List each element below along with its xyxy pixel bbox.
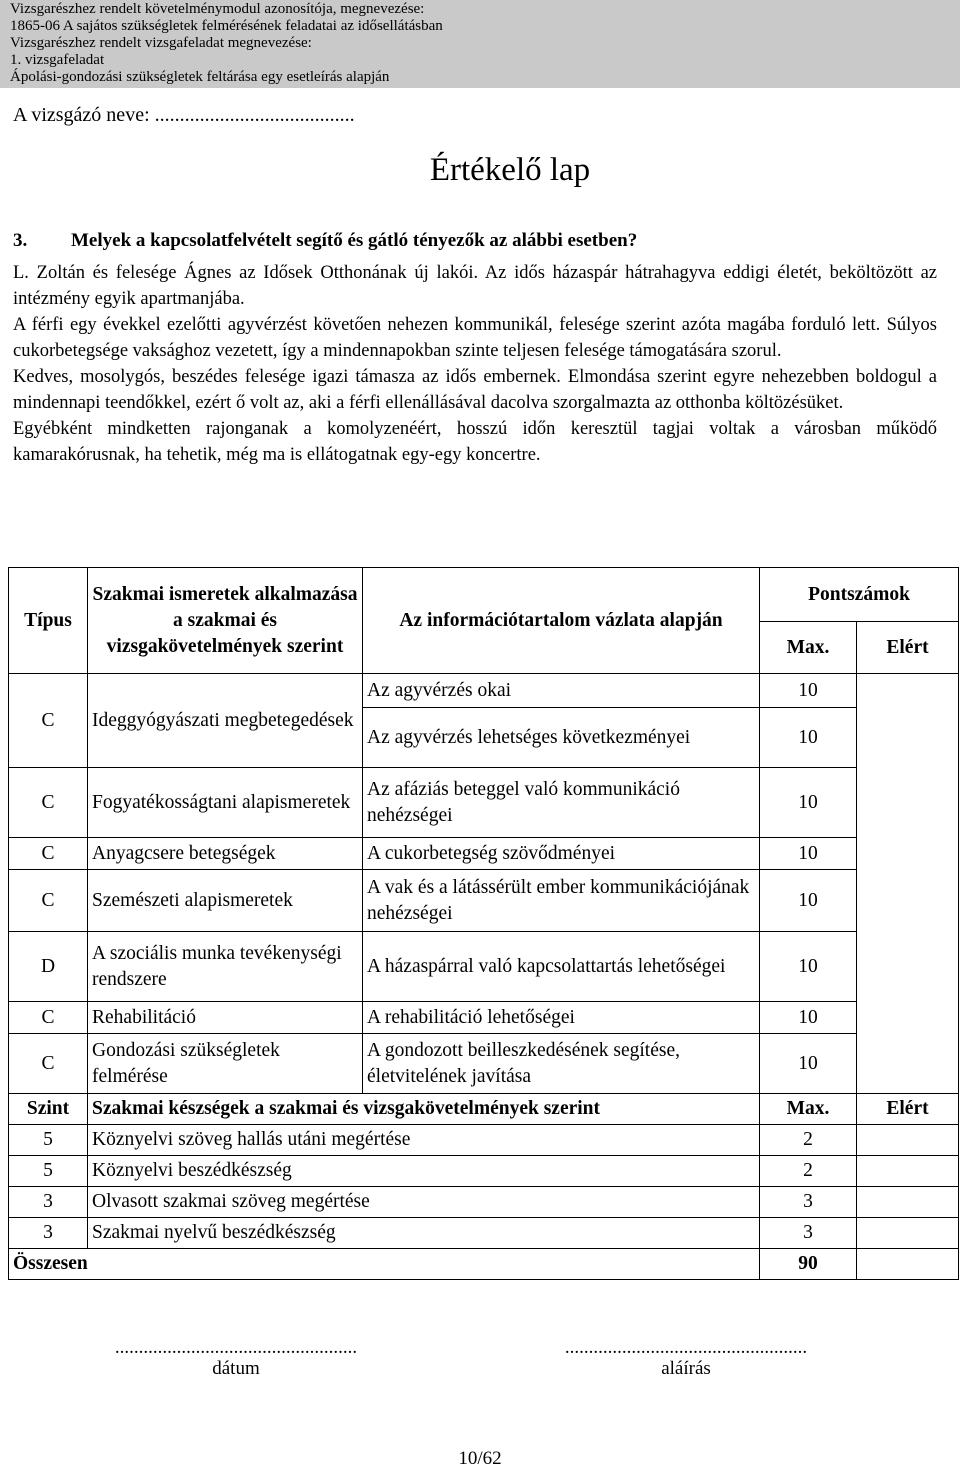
date-block <box>100 1338 372 1380</box>
signature-dots: ................................................... <box>564 1337 808 1358</box>
case-paragraph-2: A férfi egy évekkel ezelőtti agyvérzést követően nehezen kommunikál, felesége szerint azóta magába forduló lett. Súlyos cukorbetegsége vaksághoz vezetett, így a mindennapokban szinte teljesen felesége támogatására szorul. <box>13 315 937 361</box>
question-text: Melyek a kapcsolatfelvételt segítő és gátló tényezők az alábbi esetben? <box>71 230 638 251</box>
type-cell: D <box>9 932 88 1002</box>
max-cell: 10 <box>760 838 857 870</box>
page-number: 10/62 <box>458 1448 502 1469</box>
header-knowledge: Szakmai ismeretek alkalmazása a szakmai és vizsgakövetelmények szerint <box>88 568 363 674</box>
table-row <box>9 1187 959 1218</box>
header-type: Típus <box>9 568 88 674</box>
header-achieved: Elért <box>857 622 959 674</box>
achieved-cell[interactable] <box>857 932 959 1002</box>
case-paragraph-4: Egyébként mindketten rajonganak a komolyzenéért, hosszú időn keresztül tagjai voltak a városban működő kamarakórusnak, ha tehetik, még ma is ellátogatnak egy-egy koncertre. <box>13 419 937 465</box>
max-cell: 3 <box>760 1218 857 1249</box>
info-cell: A gondozott beilleszkedésének segítése, életvitelének javítása <box>363 1034 760 1094</box>
level-cell: 3 <box>9 1187 88 1218</box>
table-row <box>9 1125 959 1156</box>
max-cell: 10 <box>760 768 857 838</box>
type-cell: C <box>9 870 88 932</box>
header-line-task-number: 1. vizsgafeladat <box>10 52 105 68</box>
max-cell: 10 <box>760 932 857 1002</box>
header-skills: Szakmai készségek a szakmai és vizsgakövetelmények szerint <box>88 1094 760 1125</box>
table-row <box>9 1218 959 1249</box>
skills-header-row <box>9 1094 959 1125</box>
level-cell: 5 <box>9 1125 88 1156</box>
type-cell: C <box>9 1034 88 1094</box>
info-cell: A házaspárral való kapcsolattartás lehetőségei <box>363 932 760 1002</box>
type-cell: C <box>9 674 88 768</box>
achieved-cell[interactable] <box>857 1187 959 1218</box>
max-cell: 2 <box>760 1156 857 1187</box>
case-paragraph-3: Kedves, mosolygós, beszédes felesége igazi támasza az idős embernek. Elmondása szerint egyre nehezebben boldogul a mindennapi teendőkkel, ezért ő volt az, aki a férfi ellenállásával dacolva szorgalmazta az otthonba költözésüket. <box>13 367 937 413</box>
topic-cell: Szemészeti alapismeretek <box>88 870 363 932</box>
info-cell: Az afáziás beteggel való kommunikáció nehézségei <box>363 768 760 838</box>
table-row <box>9 1034 959 1094</box>
header-max: Max. <box>760 622 857 674</box>
achieved-cell[interactable] <box>857 674 959 708</box>
achieved-cell[interactable] <box>857 708 959 768</box>
date-dots: ................................................... <box>114 1337 358 1358</box>
page-title <box>0 152 960 189</box>
scoring-table <box>8 567 959 1280</box>
table-row <box>9 932 959 1002</box>
achieved-cell[interactable] <box>857 1125 959 1156</box>
header-line-module-name: 1865-06 A sajátos szükségletek felmérésének feladatai az idősellátásban <box>10 18 443 34</box>
table-row <box>9 1156 959 1187</box>
topic-cell: Ideggyógyászati megbetegedések <box>88 674 363 768</box>
max-cell: 2 <box>760 1125 857 1156</box>
page-title-text: Értékelő lap <box>429 152 591 188</box>
max-cell: 10 <box>760 1034 857 1094</box>
signature-label: aláírás <box>661 1358 711 1379</box>
case-paragraph-1: L. Zoltán és felesége Ágnes az Idősek Otthonának új lakói. Az idős házaspár hátrahagyva eddigi életét, beköltözött az intézmény egyik apartmanjába. <box>13 263 937 309</box>
question <box>13 230 637 252</box>
max-cell: 3 <box>760 1187 857 1218</box>
header-skills-max: Max. <box>760 1094 857 1125</box>
table-row <box>9 838 959 870</box>
header-line-task-label: Vizsgarészhez rendelt vizsgafeladat megnevezése: <box>10 35 312 51</box>
signature-block <box>550 1338 822 1380</box>
topic-cell: Gondozási szükségletek felmérése <box>88 1034 363 1094</box>
achieved-cell[interactable] <box>857 1002 959 1034</box>
topic-cell: Anyagcsere betegségek <box>88 838 363 870</box>
table-row <box>9 870 959 932</box>
table-row <box>9 1002 959 1034</box>
total-max: 90 <box>760 1249 857 1280</box>
total-row <box>9 1249 959 1280</box>
max-cell: 10 <box>760 1002 857 1034</box>
achieved-cell[interactable] <box>857 838 959 870</box>
max-cell: 10 <box>760 708 857 768</box>
table-row <box>9 768 959 838</box>
header-skills-achieved: Elért <box>857 1094 959 1125</box>
header-info: Az információtartalom vázlata alapján <box>363 568 760 674</box>
type-cell: C <box>9 768 88 838</box>
achieved-cell[interactable] <box>857 1156 959 1187</box>
skill-cell: Köznyelvi beszédkészség <box>88 1156 760 1187</box>
date-label: dátum <box>212 1358 260 1379</box>
case-description <box>13 260 937 468</box>
achieved-cell[interactable] <box>857 1218 959 1249</box>
candidate-name-line: A vizsgázó neve: ........................................ <box>13 104 355 126</box>
header-points: Pontszámok <box>760 568 959 622</box>
skill-cell: Olvasott szakmai szöveg megértése <box>88 1187 760 1218</box>
info-cell: Az agyvérzés lehetséges következményei <box>363 708 760 768</box>
info-cell: A rehabilitáció lehetőségei <box>363 1002 760 1034</box>
total-label: Összesen <box>9 1249 760 1280</box>
max-cell: 10 <box>760 870 857 932</box>
table-row <box>9 674 959 708</box>
topic-cell: Rehabilitáció <box>88 1002 363 1034</box>
info-cell: A cukorbetegség szövődményei <box>363 838 760 870</box>
skill-cell: Szakmai nyelvű beszédkészség <box>88 1218 760 1249</box>
total-achieved-cell[interactable] <box>857 1249 959 1280</box>
info-cell: Az agyvérzés okai <box>363 674 760 708</box>
topic-cell: Fogyatékosságtani alapismeretek <box>88 768 363 838</box>
level-cell: 5 <box>9 1156 88 1187</box>
document-header <box>0 0 960 88</box>
header-line-task-name: Ápolási-gondozási szükségletek feltárása egy esetleírás alapján <box>10 69 390 85</box>
header-level: Szint <box>9 1094 88 1125</box>
type-cell: C <box>9 838 88 870</box>
topic-cell: A szociális munka tevékenységi rendszere <box>88 932 363 1002</box>
achieved-cell[interactable] <box>857 870 959 932</box>
header-line-module-label: Vizsgarészhez rendelt követelménymodul azonosítója, megnevezése: <box>10 1 425 17</box>
type-cell: C <box>9 1002 88 1034</box>
question-number: 3. <box>13 230 28 251</box>
level-cell: 3 <box>9 1218 88 1249</box>
info-cell: A vak és a látássérült ember kommunikációjának nehézségei <box>363 870 760 932</box>
skill-cell: Köznyelvi szöveg hallás utáni megértése <box>88 1125 760 1156</box>
max-cell: 10 <box>760 674 857 708</box>
achieved-cell[interactable] <box>857 768 959 838</box>
achieved-cell[interactable] <box>857 1034 959 1094</box>
